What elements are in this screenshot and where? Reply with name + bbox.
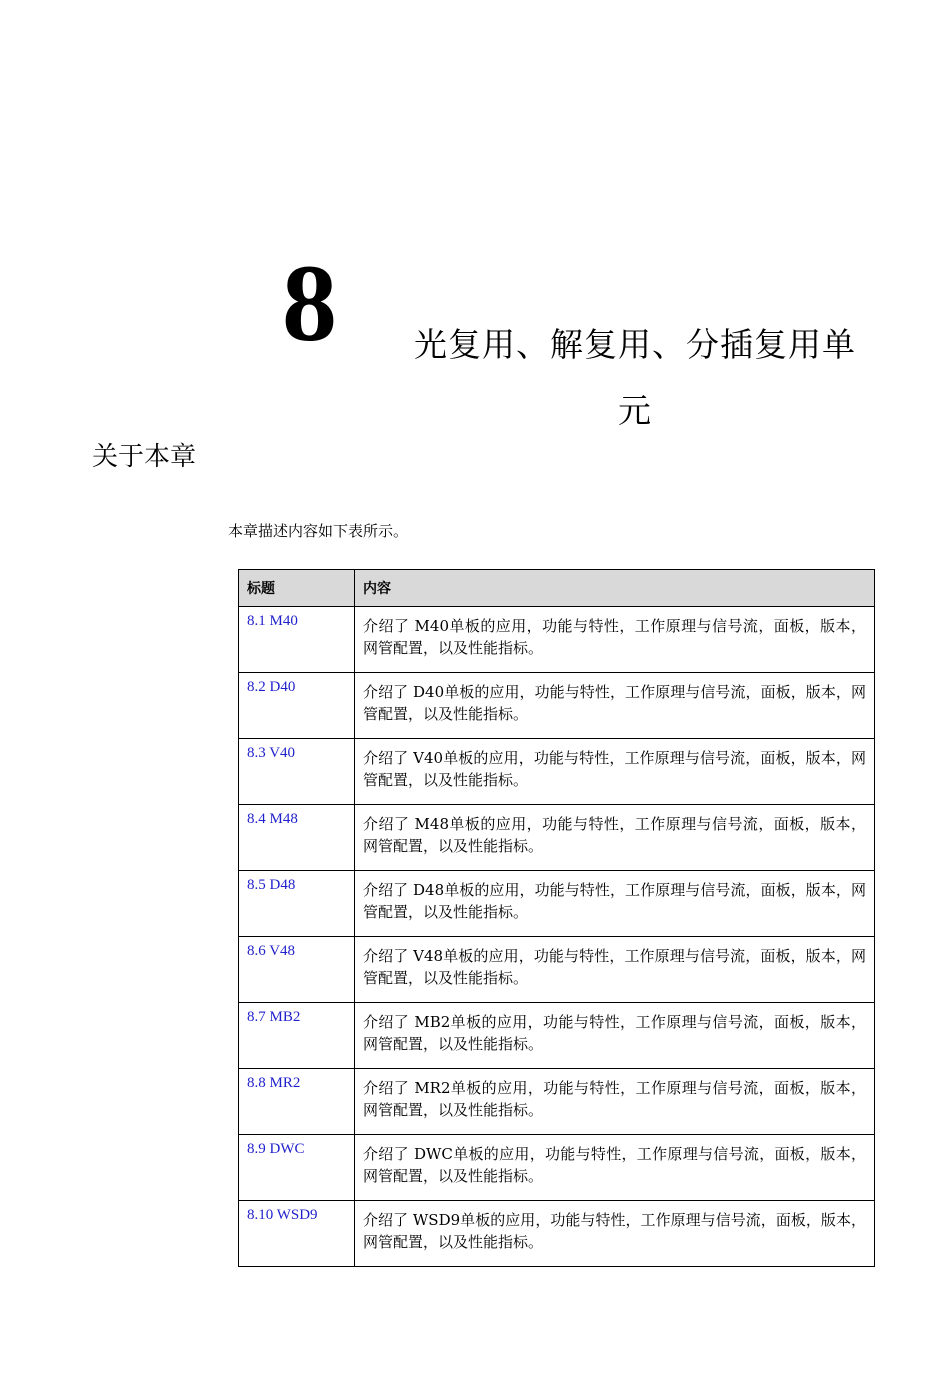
table-row [239,871,875,937]
row-description: 介绍了 WSD9单板的应用，功能与特性，工作原理与信号流，面板，版本，网管配置，以及性能指标。 [355,1201,875,1267]
table-row [239,937,875,1003]
chapter-title: 光复用、解复用、分插复用单元 [414,325,856,430]
row-description: 介绍了 MR2单板的应用，功能与特性，工作原理与信号流，面板，版本，网管配置，以及性能指标。 [355,1069,875,1135]
section-link-mb2[interactable]: 8.7 MB2 [247,1009,301,1025]
chapter-contents-table [238,569,875,1267]
section-link-d40[interactable]: 8.2 D40 [247,679,296,695]
section-heading: 关于本章 [92,442,197,472]
intro-text: 本章描述内容如下表所示。 [228,522,409,540]
table-row [239,1069,875,1135]
row-description: 介绍了 MB2单板的应用，功能与特性，工作原理与信号流，面板，版本，网管配置，以及性能指标。 [355,1003,875,1069]
table-row [239,739,875,805]
header-title: 标题 [239,570,355,607]
section-link-mr2[interactable]: 8.8 MR2 [247,1075,301,1091]
table-row [239,1003,875,1069]
row-description: 介绍了 DWC单板的应用，功能与特性，工作原理与信号流，面板，版本，网管配置，以及性能指标。 [355,1135,875,1201]
section-link-v48[interactable]: 8.6 V48 [247,943,296,959]
row-description: 介绍了 V40单板的应用，功能与特性，工作原理与信号流，面板，版本，网管配置，以及性能指标。 [355,739,875,805]
section-link-d48[interactable]: 8.5 D48 [247,877,296,893]
row-description: 介绍了 D40单板的应用，功能与特性，工作原理与信号流，面板，版本，网管配置，以及性能指标。 [355,673,875,739]
table-row [239,673,875,739]
row-description: 介绍了 M48单板的应用，功能与特性，工作原理与信号流，面板，版本，网管配置，以及性能指标。 [355,805,875,871]
table-row [239,607,875,673]
chapter-number: 8 [282,242,337,364]
row-description: 介绍了 V48单板的应用，功能与特性，工作原理与信号流，面板，版本，网管配置，以及性能指标。 [355,937,875,1003]
table-row [239,1135,875,1201]
section-link-m48[interactable]: 8.4 M48 [247,811,298,827]
section-link-dwc[interactable]: 8.9 DWC [247,1141,305,1157]
table-row [239,805,875,871]
table-row [239,1201,875,1267]
header-content: 内容 [355,570,875,607]
section-link-m40[interactable]: 8.1 M40 [247,613,298,629]
row-description: 介绍了 D48单板的应用，功能与特性，工作原理与信号流，面板，版本，网管配置，以及性能指标。 [355,871,875,937]
row-description: 介绍了 M40单板的应用，功能与特性，工作原理与信号流，面板，版本，网管配置，以及性能指标。 [355,607,875,673]
section-link-wsd9[interactable]: 8.10 WSD9 [247,1207,318,1223]
table-header-row [239,570,875,607]
section-link-v40[interactable]: 8.3 V40 [247,745,296,761]
